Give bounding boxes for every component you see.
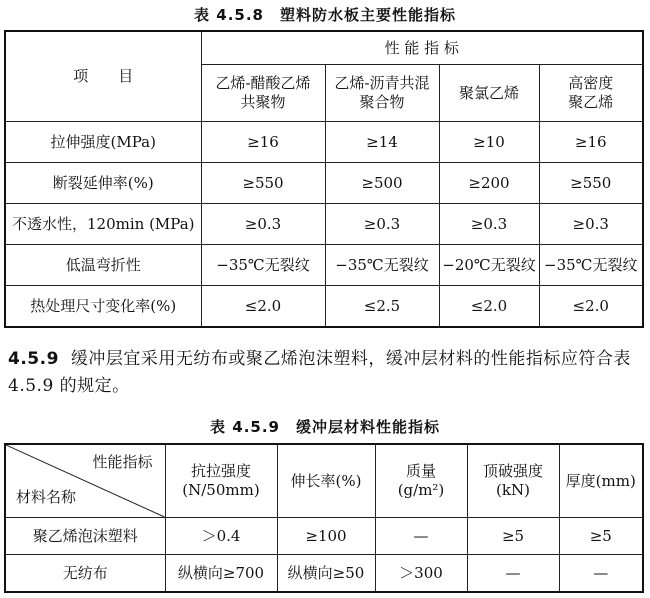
table-cell: 纵横向≥50: [277, 555, 375, 593]
table-cell: ≥5: [559, 518, 643, 555]
group-header: 性 能 指 标: [201, 31, 643, 65]
column-header-line: 聚合物: [359, 93, 405, 111]
clause-4-5-9: [8, 346, 640, 400]
table-cell: ≤2.0: [201, 286, 325, 328]
table-cell: ≤2.0: [539, 286, 643, 328]
table-cell: −35℃无裂纹: [201, 245, 325, 286]
table-cell: ≥100: [277, 518, 375, 555]
table-cell: ≥0.3: [325, 204, 439, 245]
table-row: [5, 286, 643, 328]
table-cell: ≥16: [539, 122, 643, 163]
table-4-5-8: [4, 30, 644, 328]
corner-bottom-label: 材料名称: [16, 488, 77, 506]
row-label: 拉伸强度(MPa): [5, 122, 201, 163]
column-header: 伸长率(%): [277, 444, 375, 518]
table-row: [5, 163, 643, 204]
column-header-line: 顶破强度: [482, 462, 543, 480]
column-header-line: (kN): [496, 481, 530, 499]
column-header-line: 高密度: [568, 74, 614, 92]
column-header-line: 乙烯-沥青共混: [334, 74, 430, 92]
table-cell: 纵横向≥700: [165, 555, 277, 593]
table-cell: —: [467, 555, 559, 593]
table-row: [5, 555, 643, 593]
column-header-line: (g/m²): [397, 481, 445, 499]
table-cell: −35℃无裂纹: [539, 245, 643, 286]
row-label: 聚乙烯泡沫塑料: [5, 518, 165, 555]
table-cell: ≥0.3: [539, 204, 643, 245]
table-cell: ≥0.3: [439, 204, 539, 245]
table-row: [5, 518, 643, 555]
column-header-line: 共聚物: [240, 93, 286, 111]
table-row: [5, 122, 643, 163]
table-row: [5, 245, 643, 286]
table-4-5-9-caption: 表 4.5.9 缓冲层材料性能指标: [210, 418, 440, 436]
table-row: [5, 204, 643, 245]
table-cell: ≥10: [439, 122, 539, 163]
column-header: [539, 65, 643, 122]
table-cell: ≤2.0: [439, 286, 539, 328]
table-cell: ≥0.3: [201, 204, 325, 245]
row-label: 无纺布: [5, 555, 165, 593]
column-header: 聚氯乙烯: [439, 65, 539, 122]
table-cell: ≤2.5: [325, 286, 439, 328]
column-header-line: 聚乙烯: [568, 93, 614, 111]
column-header: [375, 444, 467, 518]
table-cell: −35℃无裂纹: [325, 245, 439, 286]
table-cell: ≥5: [467, 518, 559, 555]
column-header: 厚度(mm): [559, 444, 643, 518]
row-label: 低温弯折性: [5, 245, 201, 286]
table-cell: ＞0.4: [165, 518, 277, 555]
column-header-line: 质量: [405, 462, 436, 480]
table-cell: ≥14: [325, 122, 439, 163]
corner-header: [5, 444, 165, 518]
column-header: [201, 65, 325, 122]
column-header-line: 抗拉强度: [190, 462, 251, 480]
table-cell: ≥200: [439, 163, 539, 204]
table-cell: −20℃无裂纹: [439, 245, 539, 286]
table-cell: ≥500: [325, 163, 439, 204]
corner-top-label: 性能指标: [92, 453, 153, 471]
column-header-line: (N/50mm): [182, 481, 260, 499]
row-label: 不透水性，120min (MPa): [5, 204, 201, 245]
row-label: 断裂延伸率(%): [5, 163, 201, 204]
table-4-5-9: [4, 443, 644, 593]
clause-number: 4.5.9: [8, 349, 59, 369]
row-label: 热处理尺寸变化率(%): [5, 286, 201, 328]
column-header: [325, 65, 439, 122]
table-cell: —: [559, 555, 643, 593]
item-header: 项 目: [5, 31, 201, 122]
table-cell: ≥550: [201, 163, 325, 204]
column-header: [467, 444, 559, 518]
table-cell: ≥550: [539, 163, 643, 204]
table-cell: ≥16: [201, 122, 325, 163]
clause-text: 缓冲层宜采用无纺布或聚乙烯泡沫塑料，缓冲层材料的性能指标应符合表 4.5.9 的规定。: [8, 349, 631, 396]
table-cell: —: [375, 518, 467, 555]
table-4-5-8-caption: 表 4.5.8 塑料防水板主要性能指标: [194, 6, 456, 24]
column-header: [165, 444, 277, 518]
table-cell: ＞300: [375, 555, 467, 593]
column-header-line: 乙烯-醋酸乙烯: [215, 74, 311, 92]
